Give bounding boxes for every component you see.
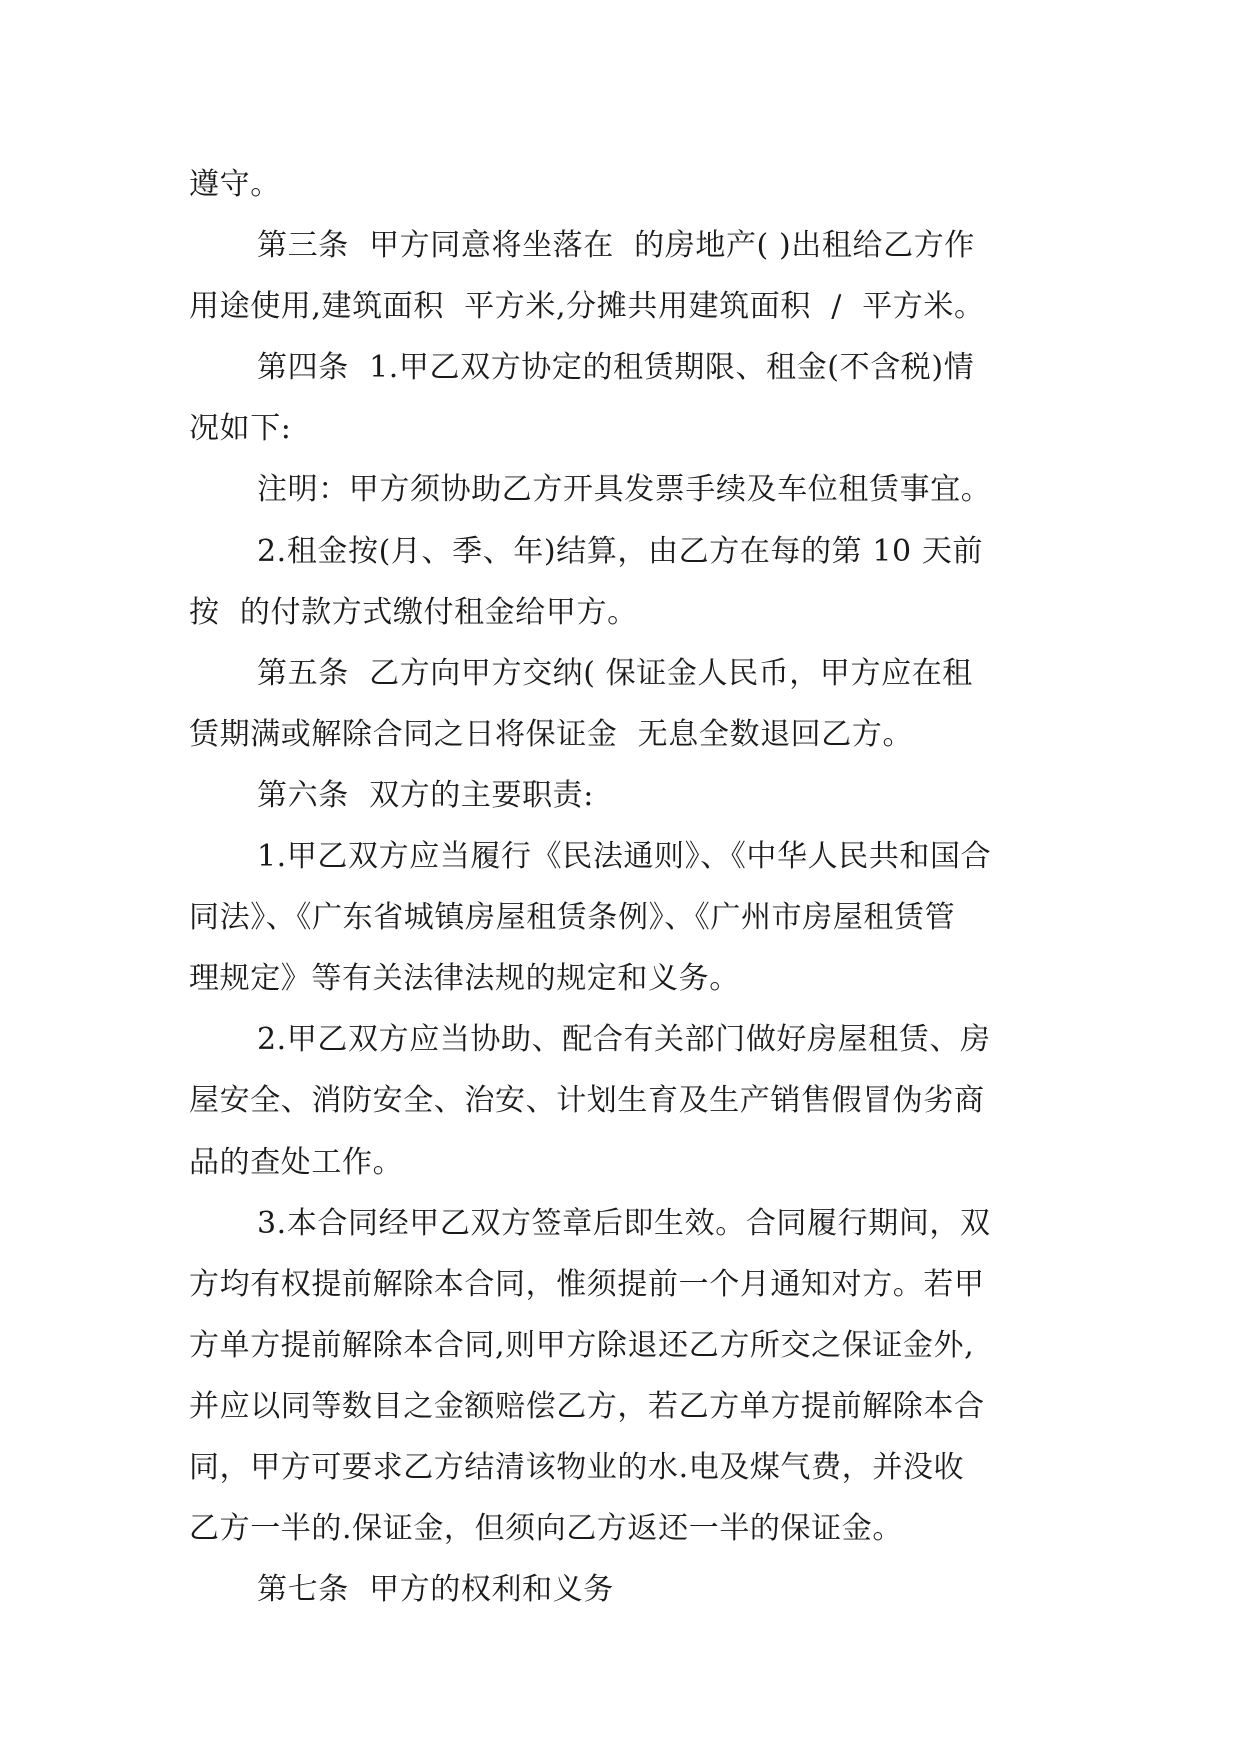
text-line-6: 注明：甲方须协助乙方开具发票手续及车位租赁事宜。 — [257, 472, 992, 508]
text-line-22: 同，甲方可要求乙方结清该物业的水.电及煤气费，并没收 — [189, 1449, 965, 1485]
text-line-10: 赁期满或解除合同之日将保证金 无息全数退回乙方。 — [189, 716, 914, 752]
text-line-16: 屋安全、消防安全、治安、计划生育及生产销售假冒伪劣商 — [189, 1083, 985, 1119]
text-line-19: 方均有权提前解除本合同，惟须提前一个月通知对方。若甲 — [189, 1266, 985, 1302]
text-line-3: 用途使用,建筑面积 平方米,分摊共用建筑面积 / 平方米。 — [189, 289, 985, 325]
text-line-24: 第七条 甲方的权利和义务 — [257, 1572, 614, 1608]
text-line-12: 1.甲乙双方应当履行《民法通则》、《中华人民共和国合 — [257, 839, 992, 875]
text-line-21: 并应以同等数目之金额赔偿乙方，若乙方单方提前解除本合 — [189, 1388, 985, 1424]
text-line-18: 3.本合同经甲乙双方签章后即生效。合同履行期间，双 — [257, 1205, 991, 1241]
text-line-5: 况如下: — [189, 411, 292, 447]
text-line-17: 品的查处工作。 — [189, 1144, 404, 1180]
text-line-13: 同法》、《广东省城镇房屋租赁条例》、《广州市房屋租赁管 — [189, 900, 956, 936]
text-line-11: 第六条 双方的主要职责: — [257, 777, 594, 813]
text-line-14: 理规定》等有关法律法规的规定和义务。 — [189, 961, 740, 997]
text-line-4: 第四条 1.甲乙双方协定的租赁期限、租金(不含税)情 — [257, 350, 975, 386]
text-line-8: 按 的付款方式缴付租金给甲方。 — [189, 594, 638, 630]
text-line-1: 遵守。 — [189, 167, 281, 202]
text-line-20: 方单方提前解除本合同,则甲方除退还乙方所交之保证金外, — [189, 1327, 975, 1363]
document-body — [189, 154, 1069, 1620]
text-line-2: 第三条 甲方同意将坐落在 的房地产( )出租给乙方作 — [257, 228, 975, 264]
text-line-9: 第五条 乙方向甲方交纳( 保证金人民币，甲方应在租 — [257, 655, 973, 691]
text-line-23: 乙方一半的.保证金，但须向乙方返还一半的保证金。 — [189, 1511, 903, 1547]
text-line-7: 2.租金按(月、季、年)结算，由乙方在每的第 10 天前 — [257, 533, 984, 569]
text-line-15: 2.甲乙双方应当协助、配合有关部门做好房屋租赁、房 — [257, 1022, 991, 1058]
